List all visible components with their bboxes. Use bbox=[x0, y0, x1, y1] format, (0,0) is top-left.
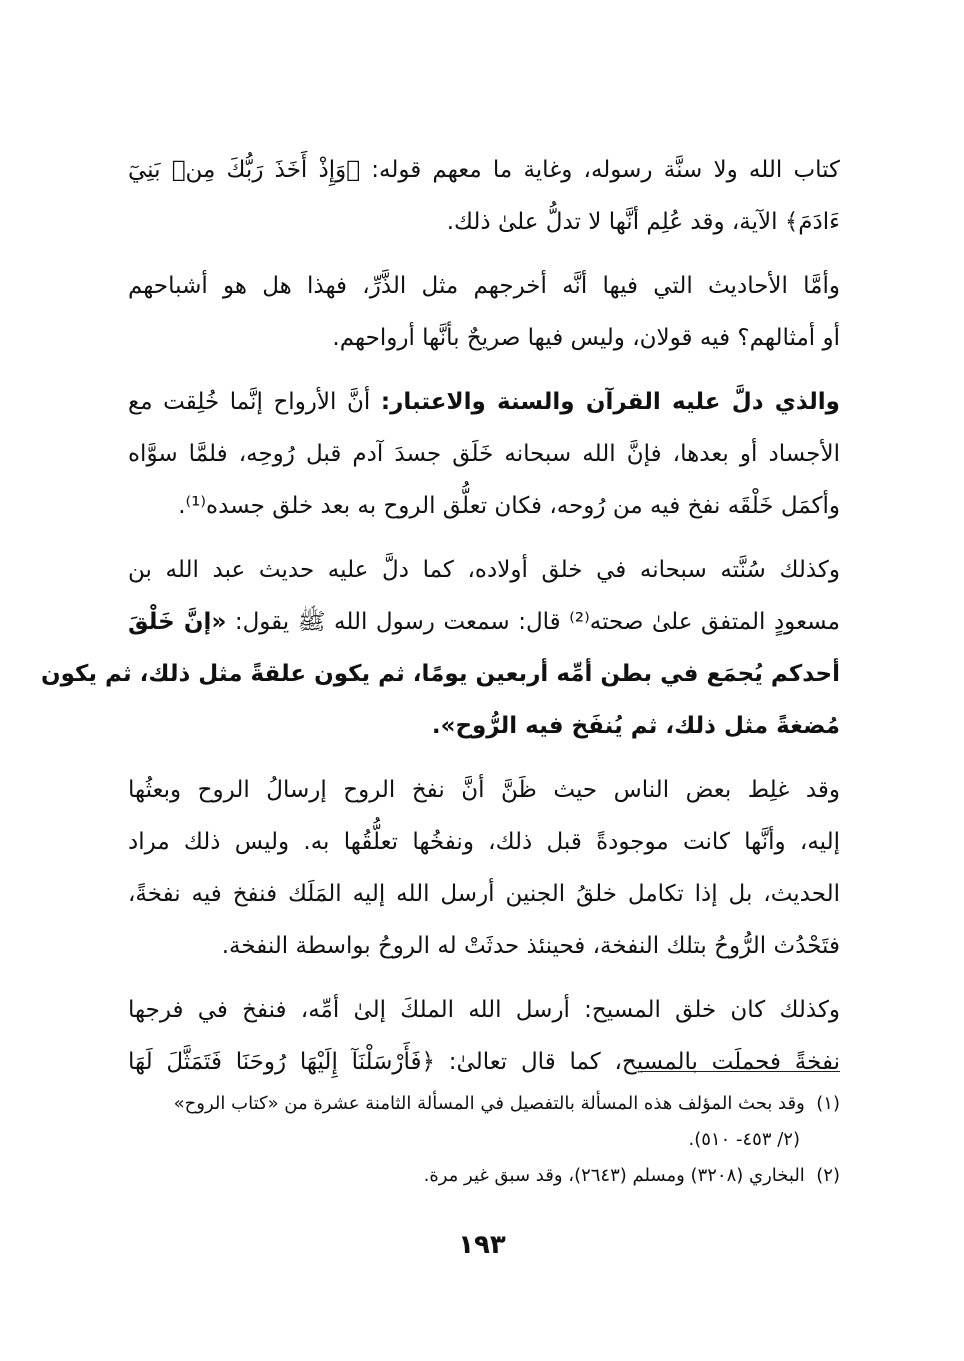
paragraph-4 bbox=[40, 544, 841, 752]
paragraph-3 bbox=[128, 376, 840, 532]
footnote-text: البخاري (٣٢٠٨) ومسلم (٢٦٤٣)، وقد سبق غير مرة. bbox=[423, 1165, 805, 1186]
text-line: وقد غلِط بعض الناس حيث ظَنَّ أنَّ نفخ الروح إرسالُ الروح وبعثُها bbox=[128, 777, 840, 803]
footnote-text: وقد بحث المؤلف هذه المسألة بالتفصيل في المسألة الثامنة عشرة من «كتاب الروح» bbox=[173, 1093, 805, 1114]
text-segment: مسعودٍ المتفق علىٰ صحته⁽²⁾ قال: سمعت رسول الله ﷺ يقول: bbox=[234, 609, 841, 635]
footnote-1 bbox=[128, 1086, 840, 1122]
text-line: وأمَّا الأحاديث التي فيها أنَّه أخرجهم مثل الذَّرِّ، فهذا هل هو أشباحهم bbox=[128, 273, 840, 299]
footnotes bbox=[128, 1086, 840, 1194]
paragraph-1 bbox=[128, 144, 840, 248]
text-line bbox=[128, 376, 840, 428]
page-number: ١٩٣ bbox=[458, 1230, 506, 1260]
hadith-line: مُضغةً مثل ذلك، ثم يُنفَخ فيه الرُّوح». bbox=[431, 713, 840, 739]
text-segment: أنَّ الأرواح إنَّما خُلِقت مع bbox=[128, 389, 381, 415]
footnote-marker: (١) bbox=[816, 1093, 840, 1114]
hadith-text: «إنَّ خَلْقَ bbox=[128, 609, 227, 635]
text-line: وكذلك كان خلق المسيح: أرسل الله الملكَ إلىٰ أمِّه، فنفخ في فرجها bbox=[128, 997, 840, 1023]
text-line: إليه، وأنَّها كانت موجودةً قبل ذلك، ونفخُها تعلُّقُها به. وليس ذلك مراد bbox=[128, 829, 840, 855]
text-line: فتَحْدُث الرُّوحُ بتلك النفخة، فحينئذ حدثَتْ له الروحُ بواسطة النفخة. bbox=[221, 933, 840, 959]
footnote-divider bbox=[640, 1071, 840, 1072]
bold-lead: والذي دلَّ عليه القرآن والسنة والاعتبار: bbox=[380, 389, 840, 415]
footnote-1-continuation: (٢/ ٤٥٣- ٥١٠). bbox=[688, 1129, 800, 1150]
hadith-line: أحدكم يُجمَع في بطن أمِّه أربعين يومًا، ثم يكون علقةً مثل ذلك، ثم يكون bbox=[40, 661, 840, 687]
footnote-2 bbox=[128, 1158, 840, 1194]
text-line: وأكمَل خَلْقَه نفخ فيه من رُوحه، فكان تعلُّق الروح به بعد خلق جسده⁽¹⁾. bbox=[178, 493, 840, 519]
paragraph-5 bbox=[128, 764, 840, 972]
text-line: ءَادَمَ﴾ الآية، وقد عُلِم أنَّها لا تدلُّ علىٰ ذلك. bbox=[446, 209, 840, 235]
paragraph-2 bbox=[128, 260, 840, 364]
text-line: كتاب الله ولا سنَّة رسوله، وغاية ما معهم قوله: ﴿وَإِذْ أَخَذَ رَبُّكَ مِنۢ بَنِيٓ bbox=[128, 157, 840, 183]
text-line: نفخةً فحملَت بالمسيح، كما قال تعالىٰ: ﴿فَأَرْسَلْنَآ إِلَيْهَا رُوحَنَا فَتَمَثَّلَ لَهَا bbox=[128, 1049, 840, 1075]
text-line: الأجساد أو بعدها، فإنَّ الله سبحانه خَلَق جسدَ آدم قبل رُوحِه، فلمَّا سوَّاه bbox=[128, 441, 840, 467]
text-line bbox=[128, 596, 840, 648]
footnote-marker: (٢) bbox=[816, 1165, 840, 1186]
text-line: الحديث، بل إذا تكامل خلقُ الجنين أرسل الله إليه المَلَك فنفخ فيه نفخةً، bbox=[128, 881, 840, 907]
text-line: وكذلك سُنَّته سبحانه في خلق أولاده، كما دلَّ عليه حديث عبد الله بن bbox=[128, 557, 840, 583]
text-line: أو أمثالهم؟ فيه قولان، وليس فيها صريحٌ بأنَّها أرواحهم. bbox=[332, 325, 840, 351]
paragraph-6 bbox=[128, 984, 840, 1088]
main-text bbox=[40, 144, 841, 1100]
